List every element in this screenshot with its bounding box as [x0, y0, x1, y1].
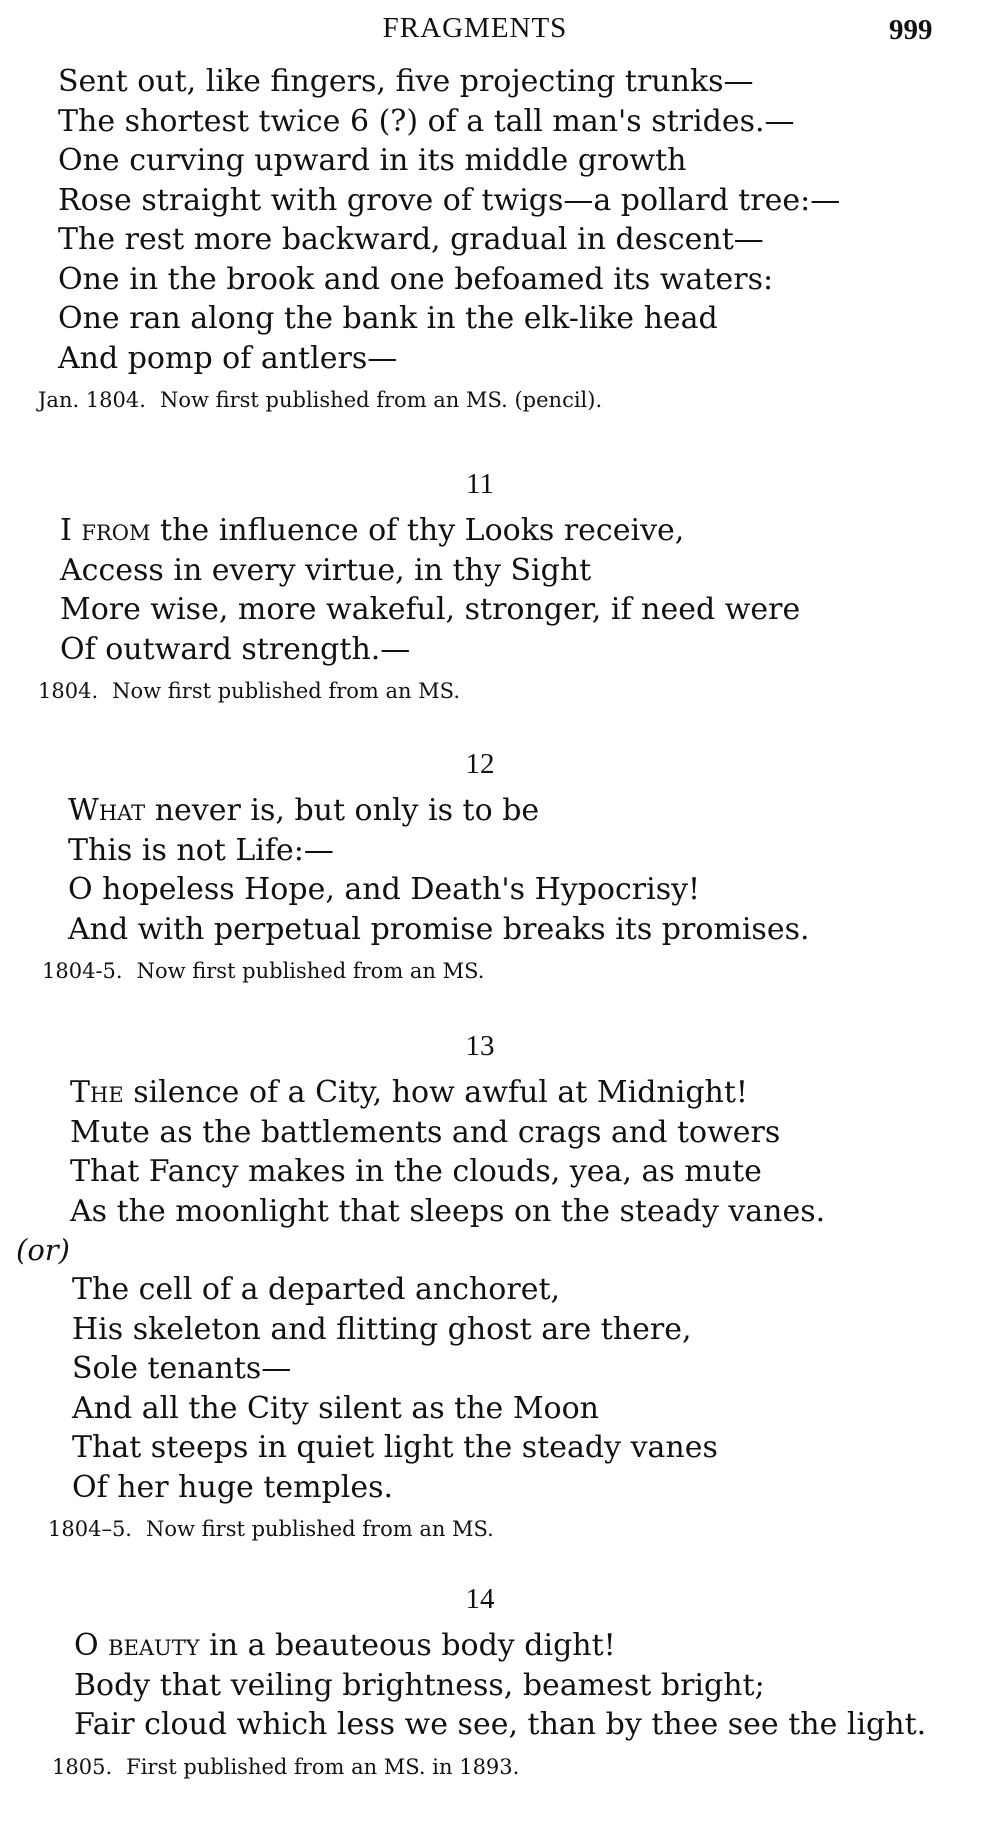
fragment-continuation — [0, 62, 1000, 412]
verse-line: O hopeless Hope, and Death's Hypocrisy! — [68, 872, 701, 907]
fragment-number: 14 — [465, 1583, 495, 1615]
verse-line — [70, 1073, 1000, 1113]
source-note — [0, 1517, 1000, 1541]
fragment-number: 12 — [465, 748, 495, 780]
running-title: FRAGMENTS — [382, 12, 568, 44]
note-text: First published from an MS. in 1893. — [126, 1754, 520, 1779]
verse-block — [0, 62, 1000, 378]
fragment-11 — [0, 468, 1000, 703]
verse-line: Access in every virtue, in thy Sight — [60, 552, 592, 588]
verse-line: That Fancy makes in the clouds, yea, as mute — [70, 1154, 762, 1189]
note-text: Now first published from an MS. — [112, 679, 460, 703]
verse-line: One ran along the bank in the elk-like head — [58, 301, 718, 336]
note-date: 1805. — [52, 1754, 113, 1779]
opening-line-rest: in a beauteous body dight! — [199, 1628, 616, 1663]
verse-line: Sent out, like fingers, five projecting trunks— — [58, 64, 754, 99]
opening-words: O beauty — [74, 1628, 200, 1663]
source-note — [0, 959, 1000, 983]
opening-words: I from — [60, 513, 151, 548]
note-date: 1804–5. — [48, 1517, 132, 1541]
opening-words: The — [70, 1075, 124, 1110]
source-note — [0, 388, 1000, 412]
opening-words: What — [68, 793, 146, 828]
verse-line: Of her huge temples. — [72, 1469, 394, 1505]
verse-line: That steeps in quiet light the steady vanes — [72, 1430, 718, 1465]
source-note — [0, 679, 1000, 703]
verse-line: And pomp of antlers— — [58, 340, 398, 376]
verse-line: Fair cloud which less we see, than by thee see the light. — [74, 1707, 927, 1742]
verse-line: This is not Life:— — [68, 832, 334, 868]
note-date: 1804-5. — [42, 959, 123, 983]
fragment-number: 13 — [465, 1030, 495, 1062]
verse-line: Of outward strength.— — [60, 631, 411, 667]
opening-line-rest: the influence of thy Looks receive, — [150, 513, 685, 548]
note-text: Now first published from an MS. (pencil). — [159, 388, 603, 412]
verse-block — [0, 511, 1000, 669]
fragment-12 — [0, 748, 1000, 983]
verse-line: The shortest twice 6 (?) of a tall man's strides.— — [58, 103, 795, 139]
note-date: 1804. — [38, 679, 99, 703]
verse-line: Rose straight with grove of twigs—a pollard tree:— — [58, 182, 841, 218]
verse-line — [74, 1626, 1000, 1666]
alternate-label: (or) — [16, 1233, 70, 1267]
verse-line — [68, 791, 1000, 831]
verse-line: His skeleton and flitting ghost are there, — [72, 1311, 692, 1347]
verse-block — [0, 791, 1000, 949]
verse-line: One in the brook and one befoamed its waters: — [58, 261, 774, 297]
verse-line: Mute as the battlements and crags and towers — [70, 1114, 781, 1150]
verse-line: The rest more backward, gradual in descent— — [58, 222, 764, 257]
verse-line: And with perpetual promise breaks its promises. — [68, 911, 810, 947]
opening-line-rest: never is, but only is to be — [145, 793, 540, 828]
note-date: Jan. 1804. — [38, 388, 146, 412]
page-number: 999 — [889, 14, 933, 46]
page-header — [0, 8, 1000, 48]
verse-line: The cell of a departed anchoret, — [72, 1272, 561, 1307]
verse-line: As the moonlight that sleeps on the steady vanes. — [70, 1193, 826, 1229]
source-note — [0, 1755, 1000, 1779]
opening-line-rest: silence of a City, how awful at Midnight! — [123, 1075, 748, 1110]
fragment-13 — [0, 1030, 1000, 1541]
note-text: Now first published from an MS. — [136, 959, 485, 983]
verse-block — [0, 1626, 1000, 1745]
note-text: Now first published from an MS. — [145, 1517, 494, 1541]
fragment-number: 11 — [466, 468, 494, 500]
verse-line: Sole tenants— — [72, 1351, 292, 1386]
verse-line: And all the City silent as the Moon — [72, 1390, 599, 1426]
verse-line: One curving upward in its middle growth — [58, 143, 687, 178]
verse-line: More wise, more wakeful, stronger, if need were — [60, 592, 801, 627]
fragment-14 — [0, 1583, 1000, 1779]
verse-line — [60, 511, 1000, 551]
verse-block-alternate — [0, 1270, 1000, 1507]
verse-line: Body that veiling brightness, beamest bright; — [74, 1667, 765, 1703]
verse-block — [0, 1073, 1000, 1231]
